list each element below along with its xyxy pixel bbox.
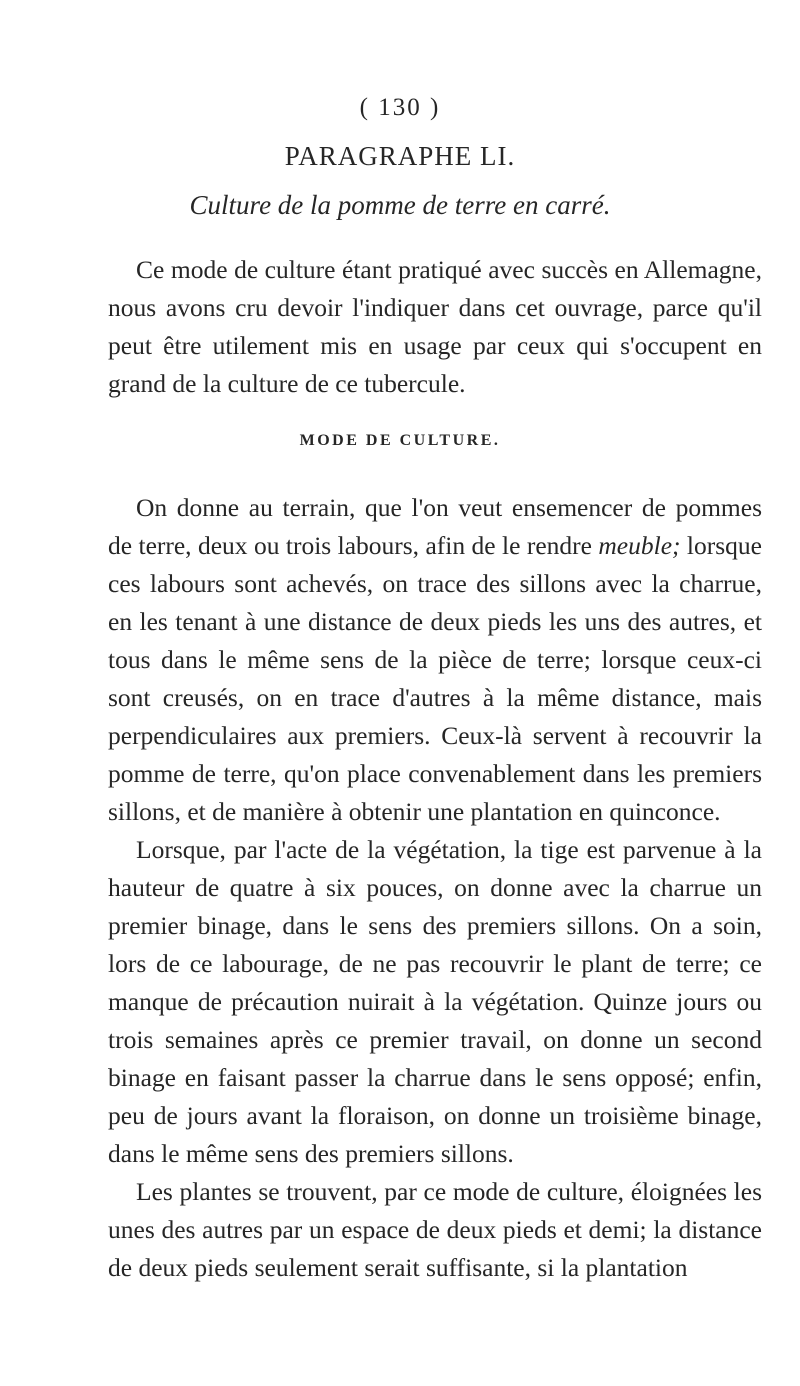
section-subtitle: Culture de la pomme de terre en carré.	[189, 190, 611, 220]
intro-paragraph: Ce mode de culture étant pratiqué avec succès en Allemagne, nous avons cru devoir l'indiquer dans cet ouvrage, parce qu'il peut être utilement mis en usage par ceux qui s'occupent en grand de la culture de ce tubercule.	[108, 255, 762, 398]
mode-paragraph-2: Lorsque, par l'acte de la végétation, la tige est parvenue à la hauteur de quatre à six pouces, on donne avec la charrue un premier binage, dans le sens des premiers sillons. On a soin, lors de ce labourage, de ne pas recouvrir le plant de terre; ce manque de précaution nuirait à la végétation. Quinze jours ou trois semaines après ce premier travail, on donne un second binage en faisant passer la charrue dans le sens opposé; enfin, peu de jours avant la floraison, on donne un troisième binage, dans le même sens des premiers sillons.	[108, 835, 762, 1168]
mode-heading: MODE DE CULTURE.	[299, 432, 501, 449]
mode-block	[108, 489, 762, 1287]
p1-text-end: lorsque ces labours sont achevés, on trace des sillons avec la charrue, en les tenant à une distance de deux pieds les uns des autres, et tous dans le même sens de la pièce de terre; lorsque ceux-ci sont creusés, on en trace d'autres à la même distance, mais perpendiculaires aux premiers. Ceux-là servent à recouvrir la pomme de terre, qu'on place convenablement dans les premiers sillons, et de manière à obtenir une plantation en quinconce.	[108, 531, 762, 826]
page-number: ( 130 )	[359, 94, 441, 121]
mode-paragraph-1	[108, 489, 762, 831]
intro-block	[108, 251, 762, 403]
p1-emphasis: meuble;	[598, 531, 681, 560]
mode-paragraph-3: Les plantes se trouvent, par ce mode de culture, éloignées les unes des autres par un espace de deux pieds et demi; la distance de deux pieds seulement serait suffisante, si la plantation	[108, 1177, 762, 1282]
section-title: PARAGRAPHE LI.	[284, 141, 516, 171]
p1-text-start: On donne au terrain, que l'on veut ensemencer de pommes de terre, deux ou trois labours, afin de le rendre	[108, 493, 762, 560]
